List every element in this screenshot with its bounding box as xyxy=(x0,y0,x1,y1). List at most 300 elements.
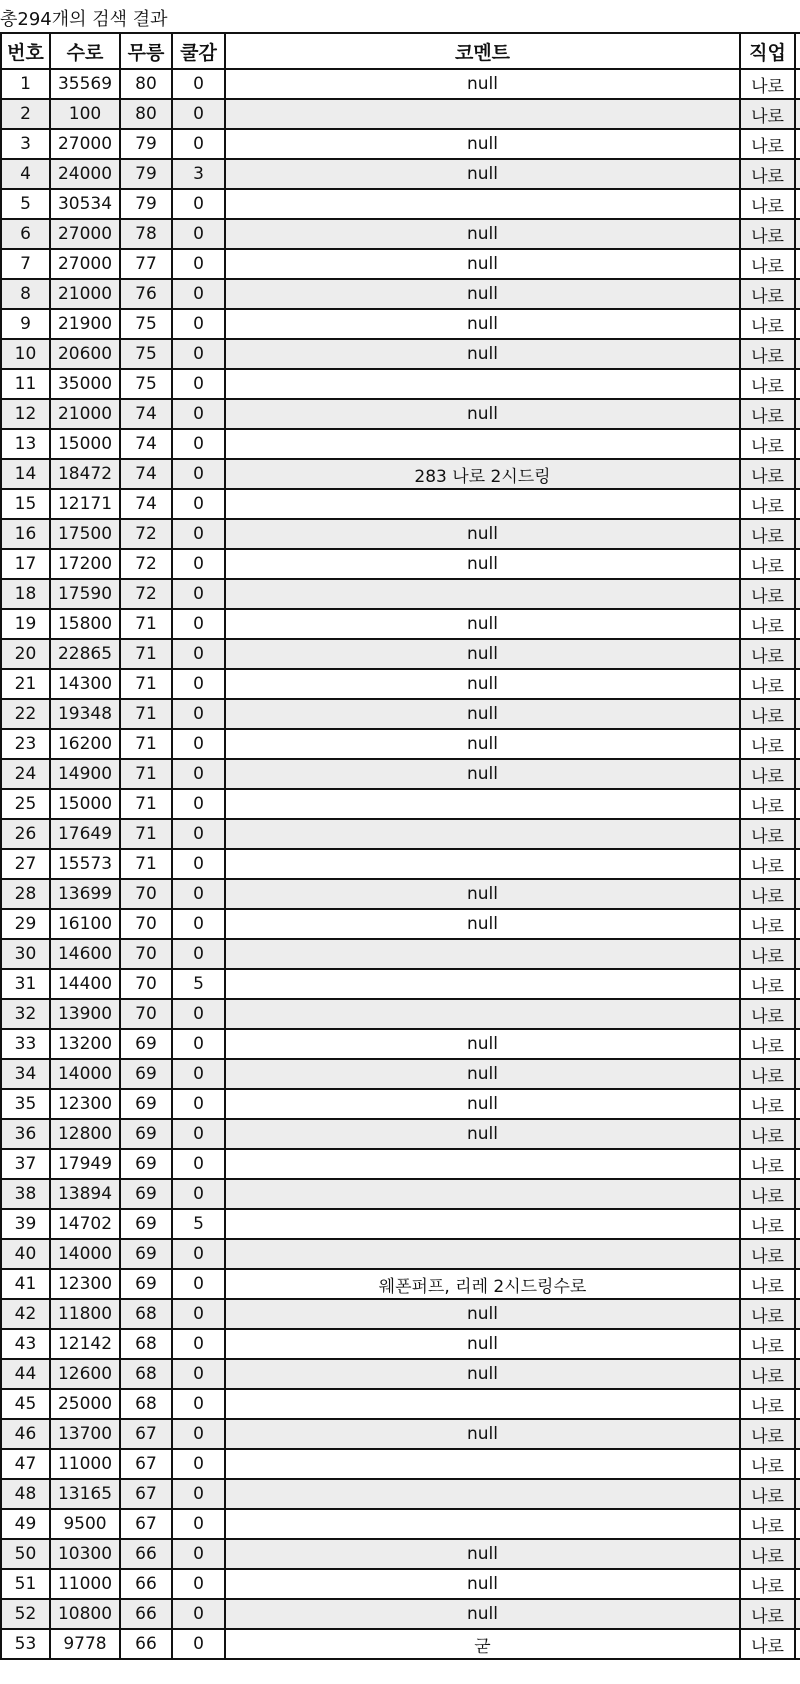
table-row[interactable] xyxy=(1,99,800,129)
cell-number: 34 xyxy=(1,1059,50,1089)
cell-comment xyxy=(225,849,740,879)
cell-comment: null xyxy=(225,1299,740,1329)
cell-comment: null xyxy=(225,519,740,549)
cell-cooldown: 0 xyxy=(172,1119,225,1149)
cell-cooldown: 5 xyxy=(172,969,225,999)
cell-comment: 굳 xyxy=(225,1629,740,1659)
cell-number: 9 xyxy=(1,309,50,339)
cell-comment: null xyxy=(225,699,740,729)
cell-number: 43 xyxy=(1,1329,50,1359)
cell-comment: null xyxy=(225,1539,740,1569)
cell-comment: null xyxy=(225,69,740,99)
cell-comment xyxy=(225,939,740,969)
cell-job: 나로 xyxy=(740,189,795,219)
cell-suro: 9500 xyxy=(50,1509,120,1539)
table-row[interactable] xyxy=(1,219,800,249)
cell-mureung: 80 xyxy=(120,69,172,99)
cell-job: 나로 xyxy=(740,549,795,579)
cell-extra xyxy=(795,639,800,669)
cell-extra xyxy=(795,1089,800,1119)
cell-suro: 15573 xyxy=(50,849,120,879)
cell-suro: 12171 xyxy=(50,489,120,519)
cell-extra xyxy=(795,129,800,159)
table-row[interactable] xyxy=(1,879,800,909)
cell-job: 나로 xyxy=(740,69,795,99)
cell-suro: 12142 xyxy=(50,1329,120,1359)
cell-mureung: 70 xyxy=(120,879,172,909)
col-header-extra xyxy=(795,33,800,69)
cell-job: 나로 xyxy=(740,609,795,639)
cell-mureung: 70 xyxy=(120,909,172,939)
cell-mureung: 69 xyxy=(120,1239,172,1269)
cell-extra xyxy=(795,609,800,639)
cell-cooldown: 0 xyxy=(172,1059,225,1089)
cell-number: 32 xyxy=(1,999,50,1029)
cell-suro: 15800 xyxy=(50,609,120,639)
cell-job: 나로 xyxy=(740,1539,795,1569)
table-row[interactable] xyxy=(1,459,800,489)
cell-suro: 13699 xyxy=(50,879,120,909)
cell-comment xyxy=(225,489,740,519)
cell-extra xyxy=(795,1539,800,1569)
cell-suro: 17590 xyxy=(50,579,120,609)
cell-comment xyxy=(225,429,740,459)
table-row[interactable] xyxy=(1,1119,800,1149)
cell-job: 나로 xyxy=(740,99,795,129)
cell-mureung: 69 xyxy=(120,1119,172,1149)
cell-mureung: 66 xyxy=(120,1569,172,1599)
cell-mureung: 79 xyxy=(120,129,172,159)
cell-comment xyxy=(225,819,740,849)
table-row[interactable] xyxy=(1,1059,800,1089)
cell-number: 26 xyxy=(1,819,50,849)
table-row[interactable] xyxy=(1,129,800,159)
cell-extra xyxy=(795,1119,800,1149)
cell-suro: 17649 xyxy=(50,819,120,849)
table-row[interactable] xyxy=(1,579,800,609)
table-row[interactable] xyxy=(1,159,800,189)
cell-comment xyxy=(225,789,740,819)
cell-mureung: 72 xyxy=(120,549,172,579)
cell-mureung: 67 xyxy=(120,1479,172,1509)
table-row[interactable] xyxy=(1,969,800,999)
cell-suro: 9778 xyxy=(50,1629,120,1659)
cell-extra xyxy=(795,489,800,519)
table-row[interactable] xyxy=(1,1359,800,1389)
cell-extra xyxy=(795,669,800,699)
table-row[interactable] xyxy=(1,1569,800,1599)
table-row[interactable] xyxy=(1,1419,800,1449)
cell-mureung: 71 xyxy=(120,639,172,669)
cell-number: 7 xyxy=(1,249,50,279)
cell-suro: 14600 xyxy=(50,939,120,969)
cell-comment: null xyxy=(225,309,740,339)
cell-comment xyxy=(225,1479,740,1509)
cell-cooldown: 0 xyxy=(172,789,225,819)
table-row[interactable] xyxy=(1,819,800,849)
cell-job: 나로 xyxy=(740,1569,795,1599)
cell-suro: 16200 xyxy=(50,729,120,759)
table-row[interactable] xyxy=(1,699,800,729)
cell-cooldown: 5 xyxy=(172,1209,225,1239)
cell-comment: null xyxy=(225,609,740,639)
cell-number: 36 xyxy=(1,1119,50,1149)
cell-cooldown: 0 xyxy=(172,1029,225,1059)
cell-suro: 100 xyxy=(50,99,120,129)
cell-job: 나로 xyxy=(740,1509,795,1539)
cell-extra xyxy=(795,459,800,489)
cell-comment: null xyxy=(225,129,740,159)
cell-suro: 11000 xyxy=(50,1569,120,1599)
cell-cooldown: 0 xyxy=(172,369,225,399)
cell-mureung: 72 xyxy=(120,579,172,609)
table-row[interactable] xyxy=(1,249,800,279)
cell-number: 46 xyxy=(1,1419,50,1449)
cell-job: 나로 xyxy=(740,699,795,729)
cell-cooldown: 0 xyxy=(172,429,225,459)
cell-cooldown: 0 xyxy=(172,1089,225,1119)
table-row[interactable] xyxy=(1,1239,800,1269)
table-row[interactable] xyxy=(1,429,800,459)
cell-suro: 12600 xyxy=(50,1359,120,1389)
cell-extra xyxy=(795,159,800,189)
cell-cooldown: 0 xyxy=(172,1419,225,1449)
cell-mureung: 69 xyxy=(120,1029,172,1059)
cell-mureung: 66 xyxy=(120,1629,172,1659)
cell-suro: 12300 xyxy=(50,1269,120,1299)
cell-comment: null xyxy=(225,1569,740,1599)
cell-comment: null xyxy=(225,1419,740,1449)
cell-job: 나로 xyxy=(740,1419,795,1449)
table-row[interactable] xyxy=(1,999,800,1029)
cell-job: 나로 xyxy=(740,219,795,249)
cell-cooldown: 0 xyxy=(172,1539,225,1569)
cell-number: 38 xyxy=(1,1179,50,1209)
cell-mureung: 71 xyxy=(120,849,172,879)
table-row[interactable] xyxy=(1,1479,800,1509)
cell-suro: 14000 xyxy=(50,1239,120,1269)
cell-comment xyxy=(225,189,740,219)
cell-job: 나로 xyxy=(740,489,795,519)
cell-suro: 13700 xyxy=(50,1419,120,1449)
cell-comment: null xyxy=(225,399,740,429)
cell-number: 39 xyxy=(1,1209,50,1239)
cell-comment: null xyxy=(225,1059,740,1089)
table-row[interactable] xyxy=(1,309,800,339)
cell-extra xyxy=(795,1599,800,1629)
cell-job: 나로 xyxy=(740,669,795,699)
cell-mureung: 79 xyxy=(120,159,172,189)
table-row[interactable] xyxy=(1,1299,800,1329)
cell-cooldown: 0 xyxy=(172,249,225,279)
cell-job: 나로 xyxy=(740,819,795,849)
table-row[interactable] xyxy=(1,609,800,639)
cell-job: 나로 xyxy=(740,1179,795,1209)
cell-suro: 16100 xyxy=(50,909,120,939)
cell-number: 45 xyxy=(1,1389,50,1419)
cell-comment xyxy=(225,1449,740,1479)
cell-suro: 12300 xyxy=(50,1089,120,1119)
cell-job: 나로 xyxy=(740,1389,795,1419)
cell-cooldown: 0 xyxy=(172,669,225,699)
cell-job: 나로 xyxy=(740,159,795,189)
table-row[interactable] xyxy=(1,549,800,579)
cell-mureung: 71 xyxy=(120,729,172,759)
cell-extra xyxy=(795,579,800,609)
cell-comment: null xyxy=(225,249,740,279)
table-row[interactable] xyxy=(1,759,800,789)
table-row[interactable] xyxy=(1,789,800,819)
table-row[interactable] xyxy=(1,1329,800,1359)
cell-extra xyxy=(795,549,800,579)
cell-extra xyxy=(795,1059,800,1089)
cell-number: 2 xyxy=(1,99,50,129)
cell-comment xyxy=(225,1509,740,1539)
cell-comment xyxy=(225,969,740,999)
cell-job: 나로 xyxy=(740,129,795,159)
table-row[interactable] xyxy=(1,1179,800,1209)
cell-job: 나로 xyxy=(740,1089,795,1119)
col-header-cooldown[interactable]: 쿨감 xyxy=(172,33,225,69)
table-row[interactable] xyxy=(1,1149,800,1179)
cell-extra xyxy=(795,189,800,219)
cell-number: 29 xyxy=(1,909,50,939)
col-header-job[interactable]: 직업 xyxy=(740,33,795,69)
table-row[interactable] xyxy=(1,1509,800,1539)
table-row[interactable] xyxy=(1,1629,800,1659)
cell-cooldown: 0 xyxy=(172,1629,225,1659)
cell-mureung: 70 xyxy=(120,969,172,999)
cell-comment: null xyxy=(225,639,740,669)
cell-extra xyxy=(795,1449,800,1479)
cell-suro: 10800 xyxy=(50,1599,120,1629)
cell-cooldown: 0 xyxy=(172,729,225,759)
cell-job: 나로 xyxy=(740,1209,795,1239)
cell-number: 51 xyxy=(1,1569,50,1599)
cell-comment: 웨폰퍼프, 리레 2시드링수로 xyxy=(225,1269,740,1299)
table-row[interactable] xyxy=(1,1539,800,1569)
cell-number: 19 xyxy=(1,609,50,639)
table-row[interactable] xyxy=(1,1089,800,1119)
cell-cooldown: 0 xyxy=(172,939,225,969)
cell-number: 22 xyxy=(1,699,50,729)
cell-comment: null xyxy=(225,219,740,249)
table-row[interactable] xyxy=(1,1389,800,1419)
cell-extra xyxy=(795,519,800,549)
cell-suro: 15000 xyxy=(50,789,120,819)
cell-suro: 25000 xyxy=(50,1389,120,1419)
cell-extra xyxy=(795,369,800,399)
cell-extra xyxy=(795,339,800,369)
cell-cooldown: 0 xyxy=(172,1599,225,1629)
cell-mureung: 78 xyxy=(120,219,172,249)
cell-number: 25 xyxy=(1,789,50,819)
cell-mureung: 71 xyxy=(120,819,172,849)
cell-mureung: 69 xyxy=(120,1149,172,1179)
cell-number: 28 xyxy=(1,879,50,909)
col-header-mureung[interactable]: 무릉 xyxy=(120,33,172,69)
cell-cooldown: 0 xyxy=(172,579,225,609)
cell-number: 33 xyxy=(1,1029,50,1059)
cell-suro: 21900 xyxy=(50,309,120,339)
cell-extra xyxy=(795,1479,800,1509)
table-row[interactable] xyxy=(1,1029,800,1059)
cell-number: 52 xyxy=(1,1599,50,1629)
cell-cooldown: 0 xyxy=(172,1389,225,1419)
cell-mureung: 69 xyxy=(120,1269,172,1299)
cell-extra xyxy=(795,849,800,879)
cell-suro: 14000 xyxy=(50,1059,120,1089)
cell-job: 나로 xyxy=(740,459,795,489)
result-count: 총294개의 검색 결과 xyxy=(0,9,168,30)
cell-cooldown: 0 xyxy=(172,399,225,429)
cell-cooldown: 0 xyxy=(172,639,225,669)
cell-cooldown: 0 xyxy=(172,1179,225,1209)
col-header-number[interactable]: 번호 xyxy=(1,33,50,69)
cell-extra xyxy=(795,699,800,729)
table-row[interactable] xyxy=(1,369,800,399)
cell-job: 나로 xyxy=(740,249,795,279)
cell-extra xyxy=(795,1569,800,1599)
cell-suro: 15000 xyxy=(50,429,120,459)
cell-mureung: 66 xyxy=(120,1599,172,1629)
cell-extra xyxy=(795,939,800,969)
cell-number: 3 xyxy=(1,129,50,159)
cell-number: 44 xyxy=(1,1359,50,1389)
cell-mureung: 68 xyxy=(120,1359,172,1389)
cell-number: 24 xyxy=(1,759,50,789)
cell-mureung: 68 xyxy=(120,1389,172,1419)
cell-suro: 14702 xyxy=(50,1209,120,1239)
cell-cooldown: 0 xyxy=(172,1509,225,1539)
cell-cooldown: 0 xyxy=(172,339,225,369)
cell-comment: null xyxy=(225,279,740,309)
cell-cooldown: 0 xyxy=(172,909,225,939)
cell-cooldown: 0 xyxy=(172,219,225,249)
table-row[interactable] xyxy=(1,639,800,669)
cell-mureung: 76 xyxy=(120,279,172,309)
cell-comment xyxy=(225,1149,740,1179)
cell-mureung: 70 xyxy=(120,999,172,1029)
table-row[interactable] xyxy=(1,849,800,879)
cell-extra xyxy=(795,1269,800,1299)
cell-comment: null xyxy=(225,879,740,909)
table-row[interactable] xyxy=(1,729,800,759)
cell-comment xyxy=(225,99,740,129)
cell-job: 나로 xyxy=(740,579,795,609)
cell-mureung: 67 xyxy=(120,1449,172,1479)
cell-cooldown: 0 xyxy=(172,279,225,309)
cell-cooldown: 0 xyxy=(172,849,225,879)
cell-job: 나로 xyxy=(740,1629,795,1659)
table-row[interactable] xyxy=(1,339,800,369)
cell-job: 나로 xyxy=(740,339,795,369)
cell-suro: 17949 xyxy=(50,1149,120,1179)
cell-mureung: 74 xyxy=(120,429,172,459)
cell-mureung: 71 xyxy=(120,759,172,789)
cell-number: 41 xyxy=(1,1269,50,1299)
cell-cooldown: 0 xyxy=(172,759,225,789)
table-row[interactable] xyxy=(1,669,800,699)
cell-number: 27 xyxy=(1,849,50,879)
cell-comment: null xyxy=(225,1329,740,1359)
cell-job: 나로 xyxy=(740,1329,795,1359)
table-row[interactable] xyxy=(1,939,800,969)
col-header-comment[interactable]: 코멘트 xyxy=(225,33,740,69)
cell-extra xyxy=(795,1299,800,1329)
cell-job: 나로 xyxy=(740,849,795,879)
table-row[interactable] xyxy=(1,399,800,429)
table-row[interactable] xyxy=(1,1209,800,1239)
cell-comment: null xyxy=(225,759,740,789)
cell-cooldown: 0 xyxy=(172,699,225,729)
cell-extra xyxy=(795,249,800,279)
cell-number: 4 xyxy=(1,159,50,189)
cell-suro: 13900 xyxy=(50,999,120,1029)
cell-comment xyxy=(225,1179,740,1209)
table-row[interactable] xyxy=(1,519,800,549)
table-row[interactable] xyxy=(1,69,800,99)
cell-mureung: 69 xyxy=(120,1059,172,1089)
table-row[interactable] xyxy=(1,1449,800,1479)
cell-number: 37 xyxy=(1,1149,50,1179)
col-header-suro[interactable]: 수로 xyxy=(50,33,120,69)
cell-number: 35 xyxy=(1,1089,50,1119)
cell-extra xyxy=(795,879,800,909)
cell-job: 나로 xyxy=(740,1239,795,1269)
cell-mureung: 69 xyxy=(120,1209,172,1239)
cell-cooldown: 0 xyxy=(172,309,225,339)
cell-job: 나로 xyxy=(740,369,795,399)
cell-mureung: 74 xyxy=(120,489,172,519)
cell-job: 나로 xyxy=(740,759,795,789)
cell-extra xyxy=(795,729,800,759)
results-table xyxy=(0,32,800,1660)
cell-suro: 35000 xyxy=(50,369,120,399)
cell-mureung: 67 xyxy=(120,1509,172,1539)
cell-number: 50 xyxy=(1,1539,50,1569)
cell-suro: 18472 xyxy=(50,459,120,489)
table-row[interactable] xyxy=(1,1269,800,1299)
table-row[interactable] xyxy=(1,489,800,519)
cell-comment: null xyxy=(225,669,740,699)
cell-cooldown: 0 xyxy=(172,609,225,639)
cell-suro: 30534 xyxy=(50,189,120,219)
table-row[interactable] xyxy=(1,279,800,309)
cell-extra xyxy=(795,969,800,999)
cell-job: 나로 xyxy=(740,969,795,999)
cell-suro: 27000 xyxy=(50,249,120,279)
cell-cooldown: 0 xyxy=(172,99,225,129)
cell-suro: 14400 xyxy=(50,969,120,999)
cell-number: 16 xyxy=(1,519,50,549)
table-row[interactable] xyxy=(1,1599,800,1629)
cell-suro: 13894 xyxy=(50,1179,120,1209)
cell-job: 나로 xyxy=(740,1119,795,1149)
cell-suro: 21000 xyxy=(50,399,120,429)
table-row[interactable] xyxy=(1,909,800,939)
cell-comment: null xyxy=(225,1089,740,1119)
table-row[interactable] xyxy=(1,189,800,219)
cell-extra xyxy=(795,219,800,249)
cell-mureung: 72 xyxy=(120,519,172,549)
cell-mureung: 70 xyxy=(120,939,172,969)
cell-cooldown: 0 xyxy=(172,129,225,159)
cell-number: 21 xyxy=(1,669,50,699)
cell-extra xyxy=(795,1329,800,1359)
cell-suro: 24000 xyxy=(50,159,120,189)
cell-job: 나로 xyxy=(740,789,795,819)
